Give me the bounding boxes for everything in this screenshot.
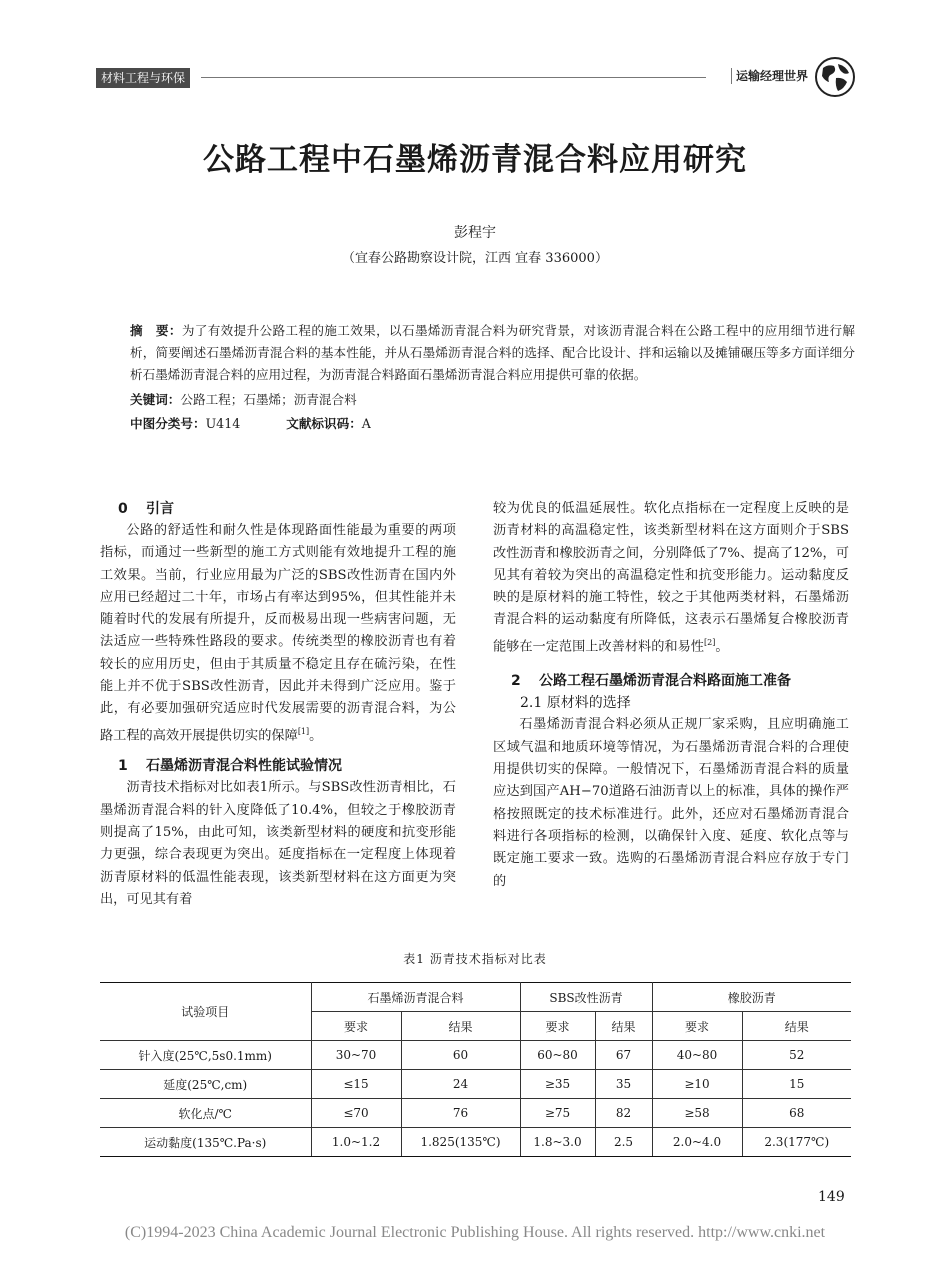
copyright-footer: (C)1994-2023 China Academic Journal Electronic Publishing House. All rights reserved. http://www.cnki.net [124,1224,826,1241]
section-0-paragraph [100,520,456,747]
row-item: 延度(25℃,cm) [100,1070,311,1099]
subheader-result: 结果 [742,1012,851,1041]
doc-code-label: 文献标识码： [286,416,362,431]
doc-code-value: A [361,416,371,431]
subheader-requirement: 要求 [520,1012,595,1041]
keywords [130,389,855,408]
cell: 60~80 [520,1041,595,1070]
body-column-left [100,498,456,911]
section-0-number: 0 [118,501,128,517]
section-1-paragraph-continued [493,498,849,658]
cell: ≥35 [520,1070,595,1099]
cell: ≤70 [311,1099,401,1128]
classification [130,413,855,432]
cell: 24 [401,1070,520,1099]
body-column-right [493,498,849,893]
cell: 1.825(135℃) [401,1128,520,1157]
paragraph-end: 。 [715,639,729,655]
page-number: 149 [818,1189,845,1205]
subheader-requirement: 要求 [652,1012,742,1041]
cell: 76 [401,1099,520,1128]
paragraph-text: 较为优良的低温延展性。软化点指标在一定程度上反映的是沥青材料的高温稳定性，该类新型材料在这方面则介于SBS改性沥青和橡胶沥青之间，分别降低了7%、提高了12%，可见其有着较为突出的高温稳定性和抗变形能力。运动黏度反映的是原材料的施工特性，较之于其他两类材料，石墨烯沥青混合料的运动黏度有所降低，这表示石墨烯复合橡胶沥青能够在一定范围上改善材料的和易性 [493,501,849,655]
section-1-paragraph: 沥青技术指标对比如表1所示。与SBS改性沥青相比，石墨烯沥青混合料的针入度降低了10.4%，但较之于橡胶沥青则提高了15%，由此可知，该类新型材料的硬度和抗变形能力更强，综合表现更为突出。延度指标在一定程度上体现着沥青原材料的低温性能表现，该类新型材料在这方面更为突出，可见其有着 [100,780,456,907]
section-0-heading [100,498,456,520]
table-row [100,1070,851,1099]
comparison-table [100,982,851,1157]
affiliation: （宜春公路勘察设计院，江西 宜春 336000） [342,251,608,266]
paragraph-end: 。 [309,728,323,744]
cell: 35 [595,1070,652,1099]
section-tag: 材料工程与环保 [96,68,190,88]
section-2-heading [493,670,849,692]
running-header [96,60,856,100]
row-item: 软化点/℃ [100,1099,311,1128]
journal-name: 运输经理世界 [731,68,808,84]
cell: 52 [742,1041,851,1070]
table-row [100,1128,851,1157]
table-row [100,1099,851,1128]
cell: ≥58 [652,1099,742,1128]
cell: 2.5 [595,1128,652,1157]
abstract-text: 为了有效提升公路工程的施工效果，以石墨烯沥青混合料为研究背景，对该沥青混合料在公路工程中的应用细节进行解析，简要阐述石墨烯沥青混合料的基本性能，并从石墨烯沥青混合料的选择、配合比设计、拌和运输以及摊铺碾压等多方面详细分析石墨烯沥青混合料的应用过程，为沥青混合料路面石墨烯沥青混合料应用提供可靠的依据。 [130,323,856,382]
cell: 30~70 [311,1041,401,1070]
table-row [100,1041,851,1070]
header-item: 试验项目 [100,983,311,1041]
paper-title: 公路工程中石墨烯沥青混合料应用研究 [203,142,747,178]
globe-icon [814,56,856,98]
cell: 82 [595,1099,652,1128]
table-header-row [100,983,851,1012]
subheader-result: 结果 [401,1012,520,1041]
section-1-title: 石墨烯沥青混合料性能试验情况 [146,758,342,775]
abstract [130,320,855,386]
keywords-text: 公路工程；石墨烯；沥青混合料 [180,392,357,407]
cell: ≥75 [520,1099,595,1128]
subsection-2-1-paragraph: 石墨烯沥青混合料必须从正规厂家采购，且应明确施工区域气温和地质环境等情况，为石墨烯沥青混合料的合理使用提供切实的保障。一般情况下，石墨烯沥青混合料的质量应达到国产AH−70道路石油沥青以上的标准，具体的操作严格按照既定的技术标准进行。此外，还应对石墨烯沥青混合料进行各项指标的检测，以确保针入度、延度、软化点等与既定施工要求一致。选购的石墨烯沥青混合料应存放于专门的 [493,717,849,889]
header-group: 石墨烯沥青混合料 [311,983,520,1012]
cell: 60 [401,1041,520,1070]
citation: [1] [297,726,310,736]
subsection-2-1-heading: 2.1 原材料的选择 [520,695,631,712]
cell: 40~80 [652,1041,742,1070]
author: 彭程宇 [454,225,496,241]
header-group: 橡胶沥青 [652,983,851,1012]
cell: 2.3(177℃) [742,1128,851,1157]
cell: 67 [595,1041,652,1070]
row-item: 运动黏度(135℃.Pa·s) [100,1128,311,1157]
cell: ≤15 [311,1070,401,1099]
header-group: SBS改性沥青 [520,983,652,1012]
cell: 1.8~3.0 [520,1128,595,1157]
table-caption: 表1 沥青技术指标对比表 [403,952,547,966]
paragraph-text: 公路的舒适性和耐久性是体现路面性能最为重要的两项指标，而通过一些新型的施工方式则能有效地提升工程的施工效果。当前，行业应用最为广泛的SBS改性沥青在国内外应用已经超过二十年，市场占有率达到95%，但其性能并未随着时代的发展有所提升，反而极易出现一些病害问题，无法适应一些特殊性路段的要求。传统类型的橡胶沥青也有着较长的应用历史，但由于其质量不稳定且存在硫污染，在性能上并不优于SBS改性沥青，因此并未得到广泛应用。鉴于此，有必要加强研究适应时代发展需要的沥青混合料，为公路工程的高效开展提供切实的保障 [100,523,456,744]
citation: [2] [704,637,716,647]
section-1-number: 1 [118,758,128,775]
section-0-title: 引言 [146,501,174,517]
header-rule [201,77,706,78]
cell: 68 [742,1099,851,1128]
row-item: 针入度(25℃,5s0.1mm) [100,1041,311,1070]
subheader-result: 结果 [595,1012,652,1041]
subheader-requirement: 要求 [311,1012,401,1041]
section-2-title: 公路工程石墨烯沥青混合料路面施工准备 [539,673,791,690]
section-2-number: 2 [511,673,521,690]
clc-value: U414 [205,416,241,431]
abstract-label: 摘 要： [130,323,182,338]
keywords-label: 关键词： [130,392,181,407]
cell: ≥10 [652,1070,742,1099]
section-1-heading [100,755,456,777]
clc-label: 中图分类号： [130,416,206,431]
cell: 15 [742,1070,851,1099]
cell: 1.0~1.2 [311,1128,401,1157]
cell: 2.0~4.0 [652,1128,742,1157]
